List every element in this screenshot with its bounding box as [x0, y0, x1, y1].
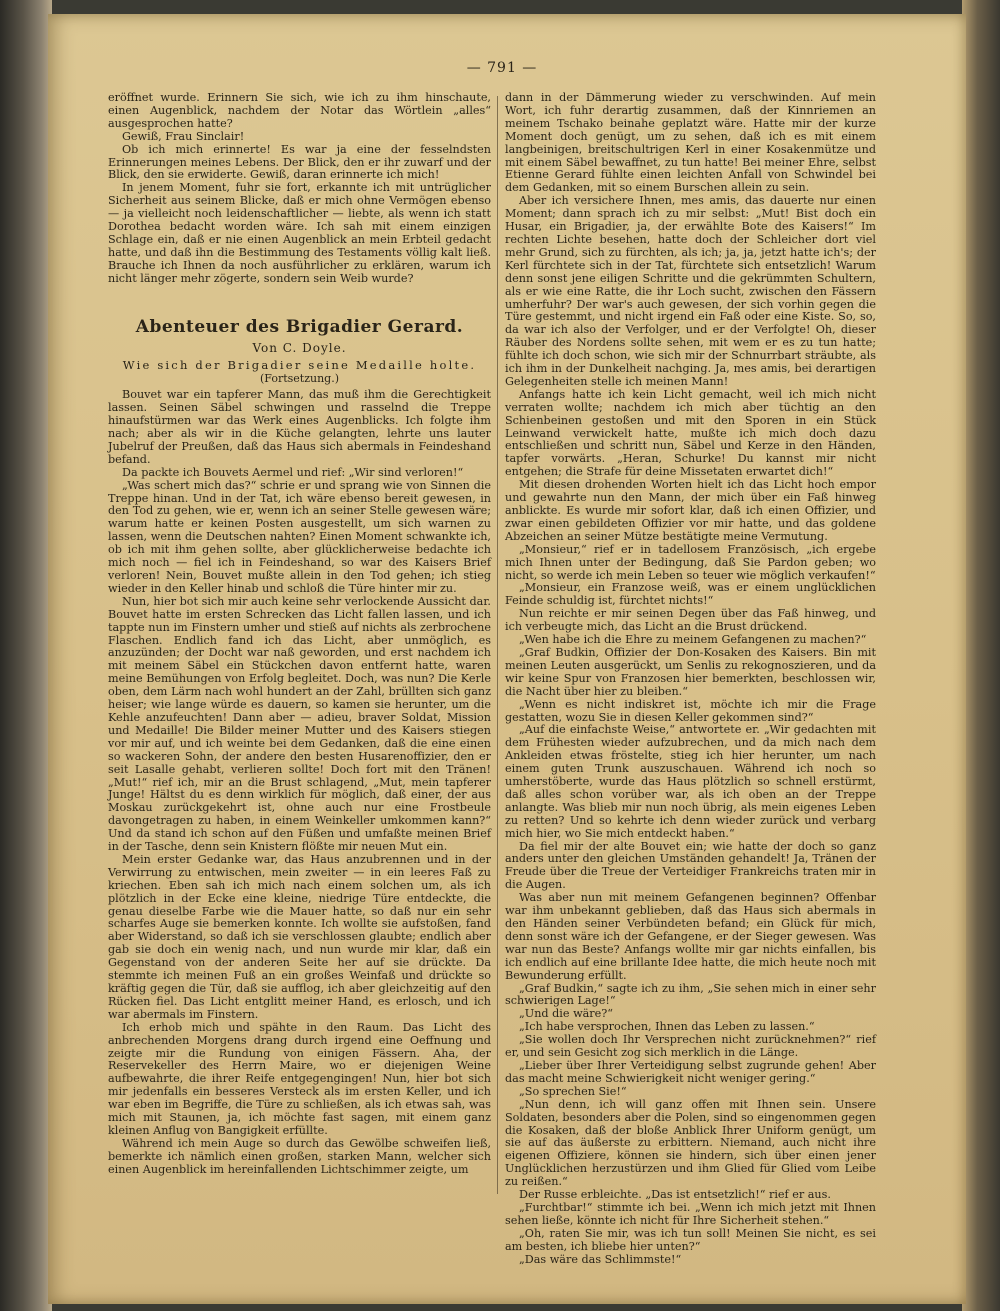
left-column	[108, 92, 491, 1177]
article-paragraph: Ich erhob mich und spähte in den Raum. Das Licht des anbrechenden Morgens drang durch irgend eine Oeffnung und zeigte mir die Rundung von einigen Fässern. Aha, der Reservekeller des Herrn Maire, wo er diejenigen Weine aufbewahrte, die ihrer Reife entgegengingen! Nun, hier bot sich mir jedenfalls ein besseres Versteck als im ersten Keller, und ich war eben im Begriffe, die Türe zu schließen, als ich etwas sah, was mich mit Staunen, ja, ich möchte fast sagen, mit einem ganz kleinen Anflug von Bangigkeit erfüllte.	[108, 1020, 491, 1137]
article-paragraph: „Monsieur,“ rief er in tadellosem Französisch, „ich ergebe mich Ihnen unter der Bedingung, daß Sie Pardon geben; wo nicht, so werde ich mein Leben so teuer wie möglich verkaufen!“	[505, 542, 876, 582]
article-paragraph: dann in der Dämmerung wieder zu verschwinden. Auf mein Wort, ich fuhr derartig zusammen, daß der Kinnriemen an meinem Tschako beinahe geplatzt wäre. Hatte mir der kurze Moment doch genügt, um zu sehen, daß ich es mit einem langbeinigen, breitschultrigen Kerl in einer Kosakenmütze und mit einem Säbel bewaffnet, zu tun hatte! Bei meiner Ehre, selbst Etienne Gerard fühlte einen leichten Anfall von Schwindel bei dem Gedanken, mit so einem Burschen allein zu sein.	[505, 91, 876, 195]
article-paragraph: Mein erster Gedanke war, das Haus anzubrennen und in der Verwirrung zu entwischen, mein zweiter — in ein leeres Faß zu kriechen. Eben sah ich mich nach einem solchen um, als ich plötzlich in der Ecke eine kleine, niedrige Türe entdeckte, die genau dieselbe Farbe wie die Mauer hatte, so daß nur ein sehr scharfes Auge sie bemerken konnte. Ich wollte sie aufstoßen, fand aber Widerstand, so daß ich sie verschlossen glaubte; endlich aber gab sie doch ein wenig nach, und nun wurde mir klar, daß ein Gegenstand von der anderen Seite her auf sie drückte. Da stemmte ich meinen Fuß an ein großes Weinfaß und drückte so kräftig gegen die Tür, daß sie aufflog, ich aber gleichzeitig auf den Rücken fiel. Das Licht entglitt meiner Hand, es erlosch, und ich war abermals im Finstern.	[108, 852, 491, 1021]
article-paragraph: „Auf die einfachste Weise,“ antwortete er. „Wir gedachten mit dem Frühesten wieder aufzubrechen, und da mich nach dem Ankleiden etwas fröstelte, stieg ich hier herunter, um nach einem guten Trunk auszuschauen. Während ich noch so umherstöberte, wurde das Haus plötzlich so schnell erstürmt, daß alles schon vorüber war, als ich oben an der Treppe anlangte. Was blieb mir nun noch übrig, als mein eigenes Leben zu retten? Und so kehrte ich denn wieder zurück und verbarg mich hier, wo Sie mich entdeckt haben.“	[505, 723, 876, 840]
article-paragraph: „Und die wäre?“	[519, 1007, 613, 1021]
article-title: Abenteuer des Brigadier Gerard.	[135, 316, 464, 337]
article-paragraph: Aber ich versichere Ihnen, mes amis, das dauerte nur einen Moment; dann sprach ich zu mir selbst: „Mut! Bist doch ein Husar, ein Brigadier, ja, der erwählte Bote des Kaisers!“ Im rechten Lichte besehen, hatte doch der Schleicher dort viel mehr Grund, sich zu fürchten, als ich; ja, ja, jetzt hatte ich's; der Kerl fürchtete sich in der Tat, fürchtete sich entsetzlich! Warum denn sonst jene eiligen Schritte und die gekrümmten Schultern, als er wie eine Ratte, die ihr Loch sucht, zwischen den Fässern umherfuhr? Der war's auch gewesen, der sich vorhin gegen die Türe gestemmt, und nicht irgend ein Faß oder eine Kiste. So, so, da war ich also der Verfolger, und er der Verfolgte! Oh, dieser Räuber des Nordens sollte sehen, mit wem er es zu tun hatte; fühlte ich doch schon, wie sich mir der Schnurrbart sträubte, als ich ihm in der Dunkelheit nachging. Ja, mes amis, bei derartigen Gelegenheiten stelle ich meinen Mann!	[505, 194, 876, 388]
book-spine	[0, 0, 52, 1311]
article-paragraph: „Furchtbar!“ stimmte ich bei. „Wenn ich mich jetzt mit Ihnen sehen ließe, könnte ich nicht für Ihre Sicherheit stehen.“	[505, 1200, 876, 1227]
article-paragraph: „Oh, raten Sie mir, was ich tun soll! Meinen Sie nicht, es sei am besten, ich bliebe hier unten?“	[505, 1226, 876, 1253]
article-paragraph: „Monsieur, ein Franzose weiß, was er einem unglücklichen Feinde schuldig ist, fürchtet nichts!“	[505, 581, 876, 608]
article-paragraph: Anfangs hatte ich kein Licht gemacht, weil ich mich nicht verraten wollte; nachdem ich mich aber tüchtig an den Schienbeinen gestoßen und mit den Sporen in ein Stück Leinwand verwickelt hatte, mußte ich mich doch dazu entschließen und schritt nun, Säbel und Kerze in den Händen, tapfer vorwärts. „Heran, Schurke! Du kannst mir nicht entgehen; die Strafe für deine Missetaten erwartet dich!“	[505, 387, 876, 479]
article-paragraph: Der Russe erbleichte. „Das ist entsetzlich!“ rief er aus.	[519, 1188, 831, 1202]
article-paragraph: „So sprechen Sie!“	[519, 1084, 627, 1098]
page-number: — 791 —	[466, 60, 538, 76]
article-paragraph: Was aber nun mit meinem Gefangenen beginnen? Offenbar war ihm unbekannt geblieben, daß das Haus sich abermals in den Händen seiner Verbündeten befand; ein Glück für mich, denn sonst wäre ich der Gefangene, er der Sieger gewesen. Was war nun das Beste? Anfangs wollte mir gar nichts einfallen, bis ich endlich auf eine brillante Idee hatte, die mich heute noch mit Bewunderung erfüllt.	[505, 891, 876, 982]
article-author: Von C. Doyle.	[252, 340, 347, 355]
book-edge	[962, 0, 1000, 1311]
article-paragraph: „Lieber über Ihrer Verteidigung selbst zugrunde gehen! Aber das macht meine Schwierigkeit nicht weniger gering.“	[505, 1058, 876, 1085]
article-paragraph: „Wen habe ich die Ehre zu meinem Gefangenen zu machen?“	[519, 633, 867, 647]
column-divider	[497, 96, 498, 1194]
article-paragraph: „Sie wollen doch Ihr Versprechen nicht zurücknehmen?“ rief er, und sein Gesicht zog sich merklich in die Länge.	[505, 1033, 876, 1060]
article-paragraph: „Nun denn, ich will ganz offen mit Ihnen sein. Unsere Soldaten, besonders aber die Polen, sind so eingenommen gegen die Kosaken, daß der bloße Anblick Ihrer Uniform genügt, um sie auf das äußerste zu erbittern. Niemand, auch nicht ihre eigenen Offiziere, können sie hindern, sich über einen jener Unglücklichen herzustürzen und ihm Glied für Glied vom Leibe zu reißen.“	[505, 1097, 876, 1189]
intro-paragraph: In jenem Moment, fuhr sie fort, erkannte ich mit untrüglicher Sicherheit aus seinem Blicke, daß er mich ohne Vermögen ebenso — ja vielleicht noch leidenschaftlicher — liebte, als wenn ich statt Dorothea bedacht worden wäre. Ich sah mit einem einzigen Schlage ein, daß er nie einen Augenblick an mein Erbteil gedacht hatte, und daß ihn die Bestimmung des Testaments völlig kalt ließ. Brauche ich Ihnen da noch ausführlicher zu erklären, warum ich nicht länger mehr zögerte, sondern sein Weib wurde?	[108, 181, 491, 285]
article-paragraph: Bouvet war ein tapferer Mann, das muß ihm die Gerechtigkeit lassen. Seinen Säbel schwingen und rasselnd die Treppe hinaufstürmen war das Werk eines Augenblicks. Ich folgte ihm nach; aber als wir in die Küche gelangten, lehrte uns lauter Jubelruf der Preußen, daß das Haus sich abermals in Feindeshand befand.	[108, 388, 491, 466]
article-paragraph: „Was schert mich das?“ schrie er und sprang wie von Sinnen die Treppe hinan. Und in der Tat, ich wäre ebenso bereit gewesen, in den Tod zu gehen, wie er, wenn ich an seiner Stelle gewesen wäre; warum hatte er keinen Posten ausgestellt, um sich warnen zu lassen, wenn die Deutschen nahten? Einen Moment schwankte ich, ob ich mit ihm gehen sollte, aber glücklicherweise bedachte ich mich noch — fiel ich in Feindeshand, so war des Kaisers Brief verloren! Nein, Bouvet mußte allein in den Tod gehen; ich stieg wieder in den Keller hinab und schloß die Türe hinter mir zu.	[108, 478, 491, 595]
article-subtitle: Wie sich der Brigadier seine Medaille holte.	[122, 357, 477, 372]
article-paragraph: Während ich mein Auge so durch das Gewölbe schweifen ließ, bemerkte ich nämlich einen großen, starken Mann, welcher sich einen Augenblick im hereinfallenden Lichtschimmer zeigte, um	[108, 1136, 491, 1176]
article-paragraph: Da fiel mir der alte Bouvet ein; wie hatte der doch so ganz anders unter den gleichen Umständen gehandelt! Ja, Tränen der Freude über die Treue der Verteidiger Frankreichs traten mir in die Augen.	[505, 839, 876, 892]
article-paragraph: „Ich habe versprochen, Ihnen das Leben zu lassen.“	[519, 1020, 815, 1034]
article-paragraph: „Graf Budkin,“ sagte ich zu ihm, „Sie sehen mich in einer sehr schwierigen Lage!“	[505, 981, 876, 1008]
right-column	[505, 92, 876, 1266]
intro-paragraph: eröffnet wurde. Erinnern Sie sich, wie ich zu ihm hinschaute, einen Augenblick, nachdem der Notar das Wörtlein „alles“ ausgesprochen hatte?	[108, 91, 491, 130]
article-paragraph: Nun, hier bot sich mir auch keine sehr verlockende Aussicht dar. Bouvet hatte im ersten Schrecken das Licht fallen lassen, und ich tappte nun im Finstern umher und stieß auf nichts als zerbrochene Flaschen. Endlich fand ich das Licht, aber unmöglich, es anzuzünden; der Docht war naß geworden, und erst nachdem ich mit meinem Säbel ein Stückchen davon entfernt hatte, waren meine Bemühungen von Erfolg begleitet. Doch, was nun? Die Kerle oben, dem Lärm nach wohl hundert an der Zahl, brüllten sich ganz heiser; wie lange würde es dauern, so kamen sie herunter, um die Kehle anzufeuchten! Dann aber — adieu, braver Soldat, Mission und Medaille! Die Bilder meiner Mutter und des Kaisers stiegen vor mir auf, und ich weinte bei dem Gedanken, daß die eine einen so wackeren Sohn, der andere den besten Husarenoffizier, den er seit Lasalle gehabt, verlieren sollte! Doch fort mit den Tränen! „Mut!“ rief ich, mir an die Brust schlagend, „Mut, mein tapferer Junge! Hältst du es denn wirklich für möglich, daß einer, der aus Moskau zurückgekehrt ist, ohne auch nur eine Frostbeule davongetragen zu haben, in einem Weinkeller umkommen kann?“ Und da stand ich schon auf den Füßen und umfaßte meinen Brief in der Tasche, denn sein Knistern flößte mir neuen Mut ein.	[108, 594, 491, 854]
intro-paragraph: Gewiß, Frau Sinclair!	[122, 129, 245, 143]
article-paragraph: „Das wäre das Schlimmste!“	[519, 1252, 682, 1266]
article-paragraph: „Wenn es nicht indiskret ist, möchte ich mir die Frage gestatten, wozu Sie in diesen Keller gekommen sind?“	[505, 697, 876, 724]
article-paragraph: „Graf Budkin, Offizier der Don-Kosaken des Kaisers. Bin mit meinen Leuten ausgerückt, um Senlis zu rekognoszieren, und da wir keine Spur von Franzosen hier bemerkten, beschlossen wir, die Nacht über hier zu bleiben.“	[505, 645, 876, 698]
article-paragraph: Nun reichte er mir seinen Degen über das Faß hinweg, und ich verbeugte mich, das Licht an die Brust drückend.	[505, 607, 876, 634]
intro-paragraph: Ob ich mich erinnerte! Es war ja eine der fesselndsten Erinnerungen meines Lebens. Der Blick, den er ihr zuwarf und der Blick, den sie erwiderte. Gewiß, daran erinnerte ich mich!	[108, 142, 491, 182]
article-paragraph: Da packte ich Bouvets Aermel und rief: „Wir sind verloren!“	[122, 465, 464, 479]
article-continuation: (Fortsetzung.)	[260, 372, 339, 386]
article-paragraph: Mit diesen drohenden Worten hielt ich das Licht hoch empor und gewahrte nun den Mann, der mich über ein Faß hinweg anblickte. Es wurde mir sofort klar, daß ich einen Offizier, und zwar einen gebildeten Offizier vor mir hatte, und das goldene Abzeichen an seiner Mütze bestätigte meine Vermutung.	[505, 478, 876, 543]
